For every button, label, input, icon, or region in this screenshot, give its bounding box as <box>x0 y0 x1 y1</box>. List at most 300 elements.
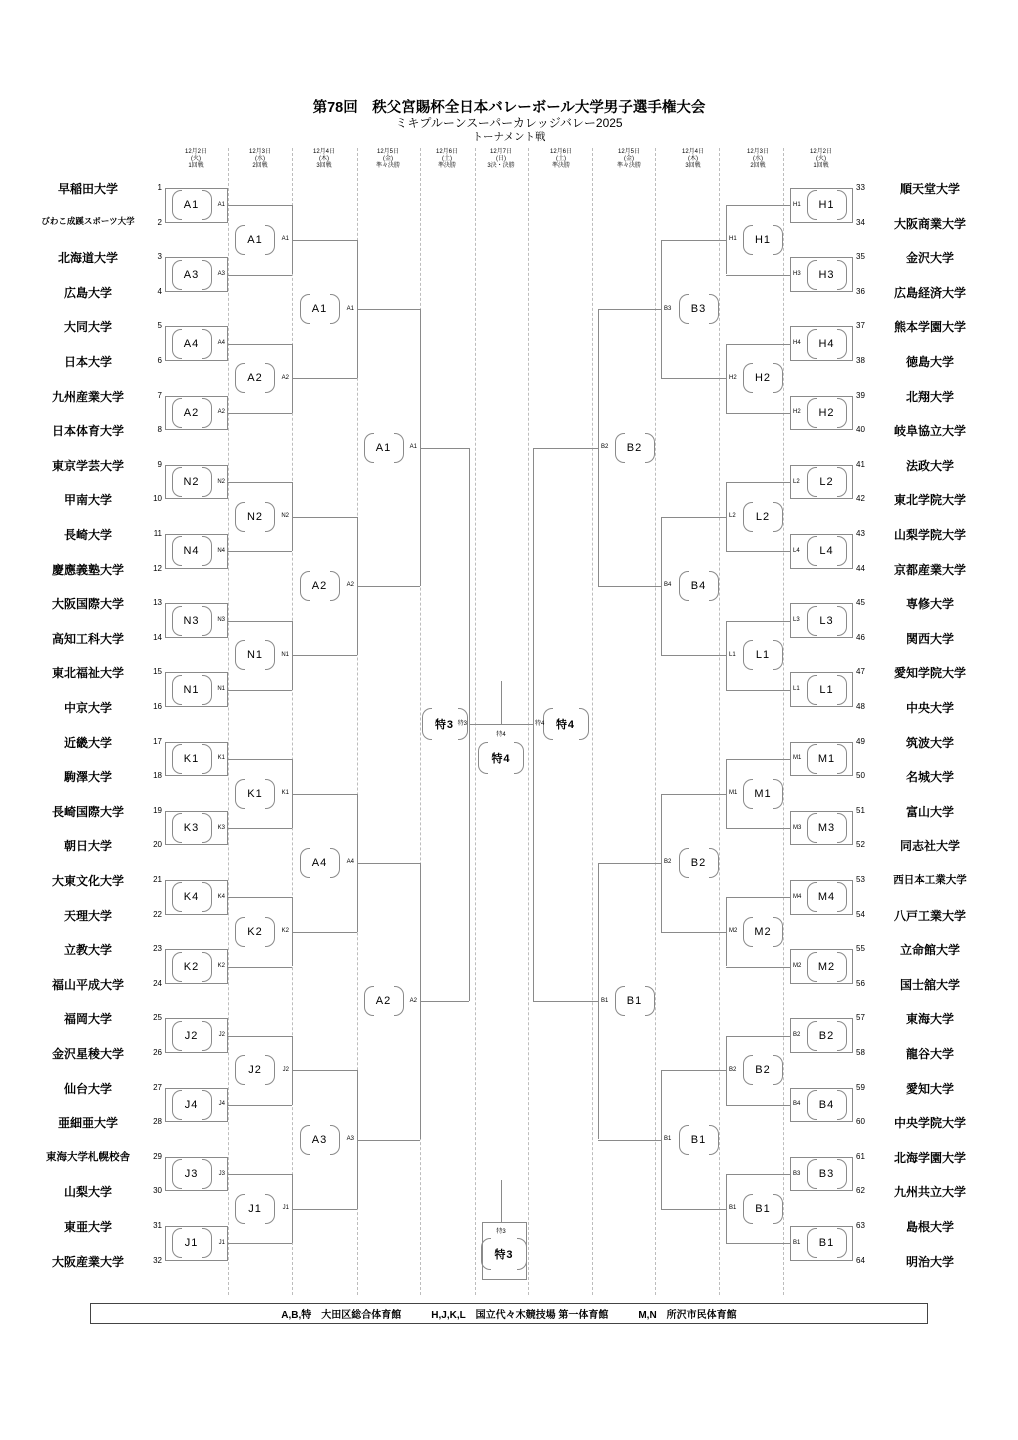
seed-number: 36 <box>856 286 865 296</box>
page-title: 第78回 秩父宮賜杯全日本バレーボール大学男子選手権大会 <box>312 100 706 116</box>
bracket-line <box>228 482 292 483</box>
seed-number: 47 <box>856 667 865 677</box>
round-header-line: (木) <box>687 156 698 162</box>
bracket-line <box>726 344 727 413</box>
match-code-box: N2 <box>235 502 275 532</box>
match-code-box: B1 <box>807 1228 847 1258</box>
bracket-line <box>726 828 790 829</box>
round-header-line: 12月5日 <box>376 149 400 155</box>
bracket-line <box>533 448 534 1002</box>
match-exit-label: A1 <box>409 444 417 450</box>
bracket-line <box>726 1174 790 1175</box>
round-header-line: 準決勝 <box>437 163 457 169</box>
team-name: 九州産業大学 <box>51 389 124 404</box>
round-header-line: 12月3日 <box>248 149 272 155</box>
seed-number: 51 <box>856 805 865 815</box>
round-header <box>682 149 704 170</box>
seed-number: 30 <box>153 1186 162 1196</box>
bracket-line <box>726 1174 727 1243</box>
round-header-line: 12月2日 <box>809 149 833 155</box>
bracket-line <box>598 586 661 587</box>
bracket-line <box>228 621 292 622</box>
match-exit-label: A1 <box>217 201 225 208</box>
match-exit-label: A2 <box>217 409 225 416</box>
match-code-box: B2 <box>743 1055 783 1085</box>
match-code-box: A3 <box>172 260 212 290</box>
seed-number: 49 <box>856 736 865 746</box>
bracket-line <box>228 551 292 552</box>
bracket-line <box>726 413 790 414</box>
match-exit-label: J3 <box>218 1170 225 1177</box>
match-exit-label: B4 <box>664 582 672 589</box>
match-exit-label: J1 <box>218 1239 225 1246</box>
match-code-box: B1 <box>743 1194 783 1224</box>
match-exit-label: N3 <box>217 617 225 623</box>
match-exit-label: N4 <box>217 547 225 554</box>
match-exit-label: B2 <box>729 1066 737 1073</box>
bracket-line <box>726 551 790 552</box>
team-name: 東北学院大学 <box>893 493 966 508</box>
match-exit-label: B1 <box>664 1136 672 1142</box>
bracket-line <box>228 344 292 345</box>
team-name: 法政大学 <box>905 458 954 473</box>
bracket-line <box>228 897 292 898</box>
bracket-line <box>228 1243 292 1244</box>
bracket-line <box>292 240 357 241</box>
match-code-box: B1 <box>615 986 655 1016</box>
match-code-box: B4 <box>679 571 719 601</box>
match-code-box: 特3 <box>422 708 468 740</box>
match-code-box: L2 <box>807 467 847 497</box>
round-header-line: 12月4日 <box>312 149 336 155</box>
match-exit-label: H1 <box>729 236 737 243</box>
bracket-line <box>292 517 357 518</box>
match-code-box: M2 <box>743 917 783 947</box>
match-code-box: N4 <box>172 536 212 566</box>
match-code-box: N2 <box>172 467 212 497</box>
match-code-box: K3 <box>172 813 212 843</box>
match-exit-label: B4 <box>793 1101 801 1108</box>
match-code-box: B3 <box>679 294 719 324</box>
match-code-box: N1 <box>235 640 275 670</box>
column-separator <box>783 148 784 1295</box>
match-code-box: K4 <box>172 882 212 912</box>
seed-number: 48 <box>856 702 865 711</box>
team-name: 京都産業大学 <box>893 562 966 577</box>
bracket-line <box>726 344 790 345</box>
match-code-box: H2 <box>807 398 847 428</box>
column-separator <box>475 148 476 1295</box>
bracket-line <box>726 621 727 690</box>
team-name: 慶應義塾大学 <box>51 562 124 577</box>
bracket-line <box>533 448 598 449</box>
team-name: 金沢星稜大学 <box>51 1047 124 1061</box>
match-code-box: B2 <box>807 1021 847 1051</box>
match-code-box: B3 <box>807 1159 847 1189</box>
match-exit-label: K2 <box>217 963 225 969</box>
match-code-box: H2 <box>743 363 783 393</box>
match-exit-label: B1 <box>793 1239 801 1246</box>
bracket-line <box>726 205 790 206</box>
match-code-box: L1 <box>743 640 783 670</box>
seed-number: 41 <box>856 459 865 469</box>
bracket-line <box>726 759 790 760</box>
column-separator <box>228 148 229 1295</box>
team-name: 八戸工業大学 <box>893 908 966 923</box>
seed-number: 32 <box>153 1255 162 1265</box>
seed-number: 60 <box>856 1117 865 1127</box>
team-name: 北海学園大学 <box>893 1150 966 1165</box>
column-separator <box>292 148 293 1295</box>
seed-number: 14 <box>153 632 162 642</box>
match-exit-label: N1 <box>217 686 225 693</box>
team-name: 高知工科大学 <box>51 631 124 646</box>
seed-number: 17 <box>153 736 162 746</box>
match-code-box: A2 <box>172 398 212 428</box>
match-exit-label: K2 <box>281 928 289 935</box>
match-exit-label: A3 <box>217 271 225 277</box>
round-header-line: 2回戦 <box>750 163 766 169</box>
team-name: 長崎国際大学 <box>51 804 124 819</box>
team-name: 同志社大学 <box>899 839 960 854</box>
team-name: 大阪国際大学 <box>51 597 124 612</box>
round-header-line: 12月5日 <box>617 149 641 155</box>
match-exit-label: B2 <box>601 444 609 450</box>
seed-number: 29 <box>153 1151 162 1161</box>
bracket-line <box>661 1070 662 1208</box>
seed-number: 46 <box>856 632 865 642</box>
team-name: 大阪商業大学 <box>893 216 966 231</box>
match-code-box: A1 <box>235 225 275 255</box>
team-name: 大阪産業大学 <box>51 1254 124 1269</box>
bracket-line <box>533 1001 598 1002</box>
match-exit-label: L1 <box>793 686 800 693</box>
page-subtitle: ミキプルーンスーパーカレッジバレー2025 <box>395 116 623 130</box>
match-exit-label: A4 <box>346 859 354 866</box>
seed-number: 43 <box>856 529 865 538</box>
match-exit-label: M2 <box>729 928 738 935</box>
round-header-line: (土) <box>555 156 566 162</box>
match-exit-label: N1 <box>281 651 289 658</box>
match-exit-label: A2 <box>409 997 417 1004</box>
bracket-line <box>357 309 420 310</box>
team-name: 順天堂大学 <box>899 182 960 196</box>
seed-number: 62 <box>856 1186 865 1196</box>
round-header <box>810 149 832 170</box>
match-exit-label: 特4 <box>535 720 545 727</box>
match-code-box: J4 <box>172 1090 212 1120</box>
bracket-line <box>661 240 726 241</box>
seed-number: 52 <box>856 840 865 850</box>
seed-number: 42 <box>856 494 865 504</box>
match-code-box: A1 <box>172 190 212 220</box>
team-name: 熊本学園大学 <box>893 320 966 335</box>
match-exit-label: N2 <box>281 513 289 520</box>
seed-number: 37 <box>856 321 865 331</box>
column-separator <box>528 148 529 1295</box>
final-match-label: 特4 <box>496 732 506 739</box>
seed-number: 15 <box>153 667 162 677</box>
team-name: 近畿大学 <box>63 735 112 750</box>
match-code-box: L4 <box>807 536 847 566</box>
match-code-box: B4 <box>807 1090 847 1120</box>
round-header <box>550 149 572 170</box>
seed-number: 11 <box>153 529 162 538</box>
bracket-line <box>726 621 790 622</box>
bracket-line <box>228 413 292 414</box>
seed-number: 55 <box>856 944 865 954</box>
seed-number: 3 <box>157 252 162 262</box>
team-name: 島根大学 <box>905 1220 954 1234</box>
match-exit-label: M4 <box>793 893 802 900</box>
team-name: 日本大学 <box>63 355 112 369</box>
team-name: 東海大学札幌校舎 <box>46 1150 130 1163</box>
match-exit-label: M3 <box>793 824 802 831</box>
round-header-line: (火) <box>815 156 826 162</box>
bracket-line <box>726 897 790 898</box>
team-name: 大東文化大学 <box>51 874 124 888</box>
round-header <box>249 149 271 170</box>
match-code-box: B2 <box>615 433 655 463</box>
bracket-line <box>420 448 469 449</box>
bracket-line <box>726 1036 727 1105</box>
seed-number: 16 <box>153 702 162 711</box>
round-header-line: 3回戦 <box>316 163 332 169</box>
bracket-line <box>228 1036 292 1037</box>
bracket-line <box>228 275 292 276</box>
round-header-line: 3決・決勝 <box>487 163 515 169</box>
match-exit-label: J2 <box>282 1066 289 1073</box>
match-code-box: L2 <box>743 502 783 532</box>
seed-number: 19 <box>153 805 162 815</box>
match-exit-label: B3 <box>664 305 672 312</box>
bracket-line <box>292 378 357 379</box>
seed-number: 27 <box>153 1082 162 1092</box>
seed-number: 7 <box>157 390 162 400</box>
round-header-line: 1回戦 <box>188 163 204 169</box>
match-exit-label: M1 <box>793 755 802 762</box>
team-name: 北翔大学 <box>905 389 954 404</box>
match-exit-label: L1 <box>729 651 736 658</box>
round-header <box>376 149 400 170</box>
team-name: 東海大学 <box>905 1012 954 1027</box>
match-exit-label: M2 <box>793 963 802 969</box>
match-exit-label: B1 <box>729 1205 737 1212</box>
match-exit-label: B2 <box>664 859 672 866</box>
bracket-line <box>292 1070 357 1071</box>
team-name: 中央大学 <box>905 701 954 715</box>
match-exit-label: M1 <box>729 790 738 796</box>
match-exit-label: B3 <box>793 1170 801 1177</box>
seed-number: 2 <box>157 217 162 227</box>
match-code-box: H3 <box>807 260 847 290</box>
team-name: 福岡大学 <box>63 1012 112 1027</box>
round-header-line: (金) <box>623 156 634 162</box>
team-name: 国士舘大学 <box>899 977 960 992</box>
bracket-line <box>661 1209 726 1210</box>
team-name: 九州共立大学 <box>893 1185 966 1200</box>
bracket-line <box>292 655 357 656</box>
team-name: 天理大学 <box>63 908 112 923</box>
match-code-box: A4 <box>300 848 340 878</box>
seed-number: 57 <box>856 1013 865 1023</box>
round-header-line: 12月4日 <box>681 149 705 155</box>
seed-number: 58 <box>856 1048 865 1057</box>
seed-number: 24 <box>153 978 162 988</box>
round-header-line: 12月6日 <box>435 149 459 155</box>
match-code-box: B2 <box>679 848 719 878</box>
round-header-line: (日) <box>496 156 506 162</box>
seed-number: 40 <box>856 425 865 435</box>
round-header-line: 12月2日 <box>184 149 208 155</box>
round-header-line: 準決勝 <box>551 163 571 169</box>
match-exit-label: L2 <box>793 478 800 485</box>
round-header-line: (水) <box>254 156 265 162</box>
bracket-line <box>228 1105 292 1106</box>
match-exit-label: A1 <box>281 236 289 243</box>
bracket-line <box>501 681 502 724</box>
seed-number: 6 <box>157 356 162 365</box>
team-name: 亜細亜大学 <box>57 1116 118 1131</box>
match-code-box: A4 <box>172 329 212 359</box>
match-code-box: J1 <box>172 1228 212 1258</box>
round-header <box>617 149 641 170</box>
seed-number: 63 <box>856 1221 865 1230</box>
team-name: 中央学院大学 <box>893 1116 966 1131</box>
seed-number: 23 <box>153 944 162 954</box>
match-exit-label: H3 <box>793 271 801 277</box>
match-code-box: 特4 <box>478 742 524 774</box>
seed-number: 53 <box>856 875 865 884</box>
seed-number: 21 <box>153 875 162 884</box>
team-name: 日本体育大学 <box>51 424 124 439</box>
seed-number: 4 <box>157 286 162 296</box>
bracket-line <box>598 863 599 1140</box>
team-name: 名城大学 <box>905 770 954 785</box>
match-code-box: A3 <box>300 1125 340 1155</box>
tournament-label: トーナメント戦 <box>472 131 546 143</box>
match-code-box: N1 <box>172 675 212 705</box>
bracket-line <box>469 724 533 725</box>
match-code-box: K2 <box>172 952 212 982</box>
bracket-line <box>228 759 292 760</box>
team-name: 専修大学 <box>905 597 954 612</box>
bracket-line <box>726 1036 790 1037</box>
bracket-line <box>661 517 726 518</box>
team-name: 徳島大学 <box>905 355 954 369</box>
bracket-line <box>726 690 790 691</box>
round-header <box>487 149 514 170</box>
seed-number: 9 <box>157 459 162 469</box>
match-exit-label: L4 <box>793 547 800 554</box>
match-exit-label: K1 <box>281 790 289 796</box>
team-name: 北海道大学 <box>57 251 118 266</box>
round-header-line: 準々決勝 <box>375 163 401 169</box>
match-code-box: J2 <box>172 1021 212 1051</box>
bracket-line <box>228 690 292 691</box>
match-code-box: L1 <box>807 675 847 705</box>
seed-number: 54 <box>856 909 865 919</box>
bracket-line <box>598 863 661 864</box>
round-header-line: (木) <box>318 156 329 162</box>
seed-number: 22 <box>153 909 162 919</box>
team-name: びわこ成蹊スポーツ大学 <box>41 215 135 226</box>
match-code-box: B1 <box>679 1125 719 1155</box>
round-header-line: (火) <box>190 156 201 162</box>
match-exit-label: A2 <box>346 582 354 589</box>
bracket-line <box>726 1243 790 1244</box>
team-name: 東亜大学 <box>63 1220 112 1234</box>
match-exit-label: J4 <box>218 1101 225 1108</box>
bracket-line <box>292 794 357 795</box>
seed-number: 44 <box>856 563 865 573</box>
bracket-line <box>661 240 662 378</box>
team-name: 岐阜協立大学 <box>893 424 966 439</box>
round-header-line: (土) <box>441 156 452 162</box>
round-header-line: 12月3日 <box>746 149 770 155</box>
bracket-line <box>726 205 727 274</box>
bracket-line <box>661 517 662 655</box>
match-code-box: M1 <box>807 744 847 774</box>
bracket-line <box>661 932 726 933</box>
match-exit-label: K3 <box>217 824 225 831</box>
match-code-box: A1 <box>300 294 340 324</box>
team-name: 明治大学 <box>905 1254 954 1269</box>
match-code-box: A2 <box>235 363 275 393</box>
match-exit-label: L3 <box>793 617 800 623</box>
round-header-line: 12月7日 <box>489 149 512 155</box>
seed-number: 35 <box>856 252 865 262</box>
team-name: 早稲田大学 <box>57 182 118 196</box>
round-header-line: 2回戦 <box>252 163 268 169</box>
bracket-line <box>726 759 727 828</box>
team-name: 立教大学 <box>63 943 112 958</box>
seed-number: 20 <box>153 840 162 850</box>
team-name: 大同大学 <box>63 320 112 335</box>
match-exit-label: A4 <box>217 340 225 347</box>
bracket-line <box>661 655 726 656</box>
seed-number: 56 <box>856 978 865 988</box>
bracket-line <box>661 794 726 795</box>
team-name: 仙台大学 <box>63 1081 112 1096</box>
team-name: 広島経済大学 <box>893 285 966 300</box>
match-code-box: N3 <box>172 606 212 636</box>
team-name: 甲南大学 <box>63 493 112 508</box>
match-code-box: A1 <box>364 433 404 463</box>
team-name: 龍谷大学 <box>905 1047 954 1061</box>
round-header-line: (水) <box>752 156 763 162</box>
team-name: 立命館大学 <box>899 943 960 958</box>
round-header-line: 1回戦 <box>813 163 829 169</box>
bracket-line <box>228 205 292 206</box>
round-header <box>313 149 335 170</box>
seed-number: 50 <box>856 771 865 781</box>
seed-number: 18 <box>153 771 162 781</box>
round-header <box>436 149 458 170</box>
bracket-line <box>357 863 420 864</box>
seed-number: 33 <box>856 183 865 192</box>
bracket-line <box>501 1180 502 1222</box>
column-separator <box>592 148 593 1295</box>
round-header-line: (金) <box>382 156 393 162</box>
team-name: 中京大学 <box>63 701 112 715</box>
seed-number: 59 <box>856 1082 865 1092</box>
seed-number: 34 <box>856 217 865 227</box>
match-code-box: 特4 <box>543 708 589 740</box>
match-code-box: K2 <box>235 917 275 947</box>
seed-number: 38 <box>856 356 865 365</box>
match-exit-label: J2 <box>218 1032 225 1039</box>
